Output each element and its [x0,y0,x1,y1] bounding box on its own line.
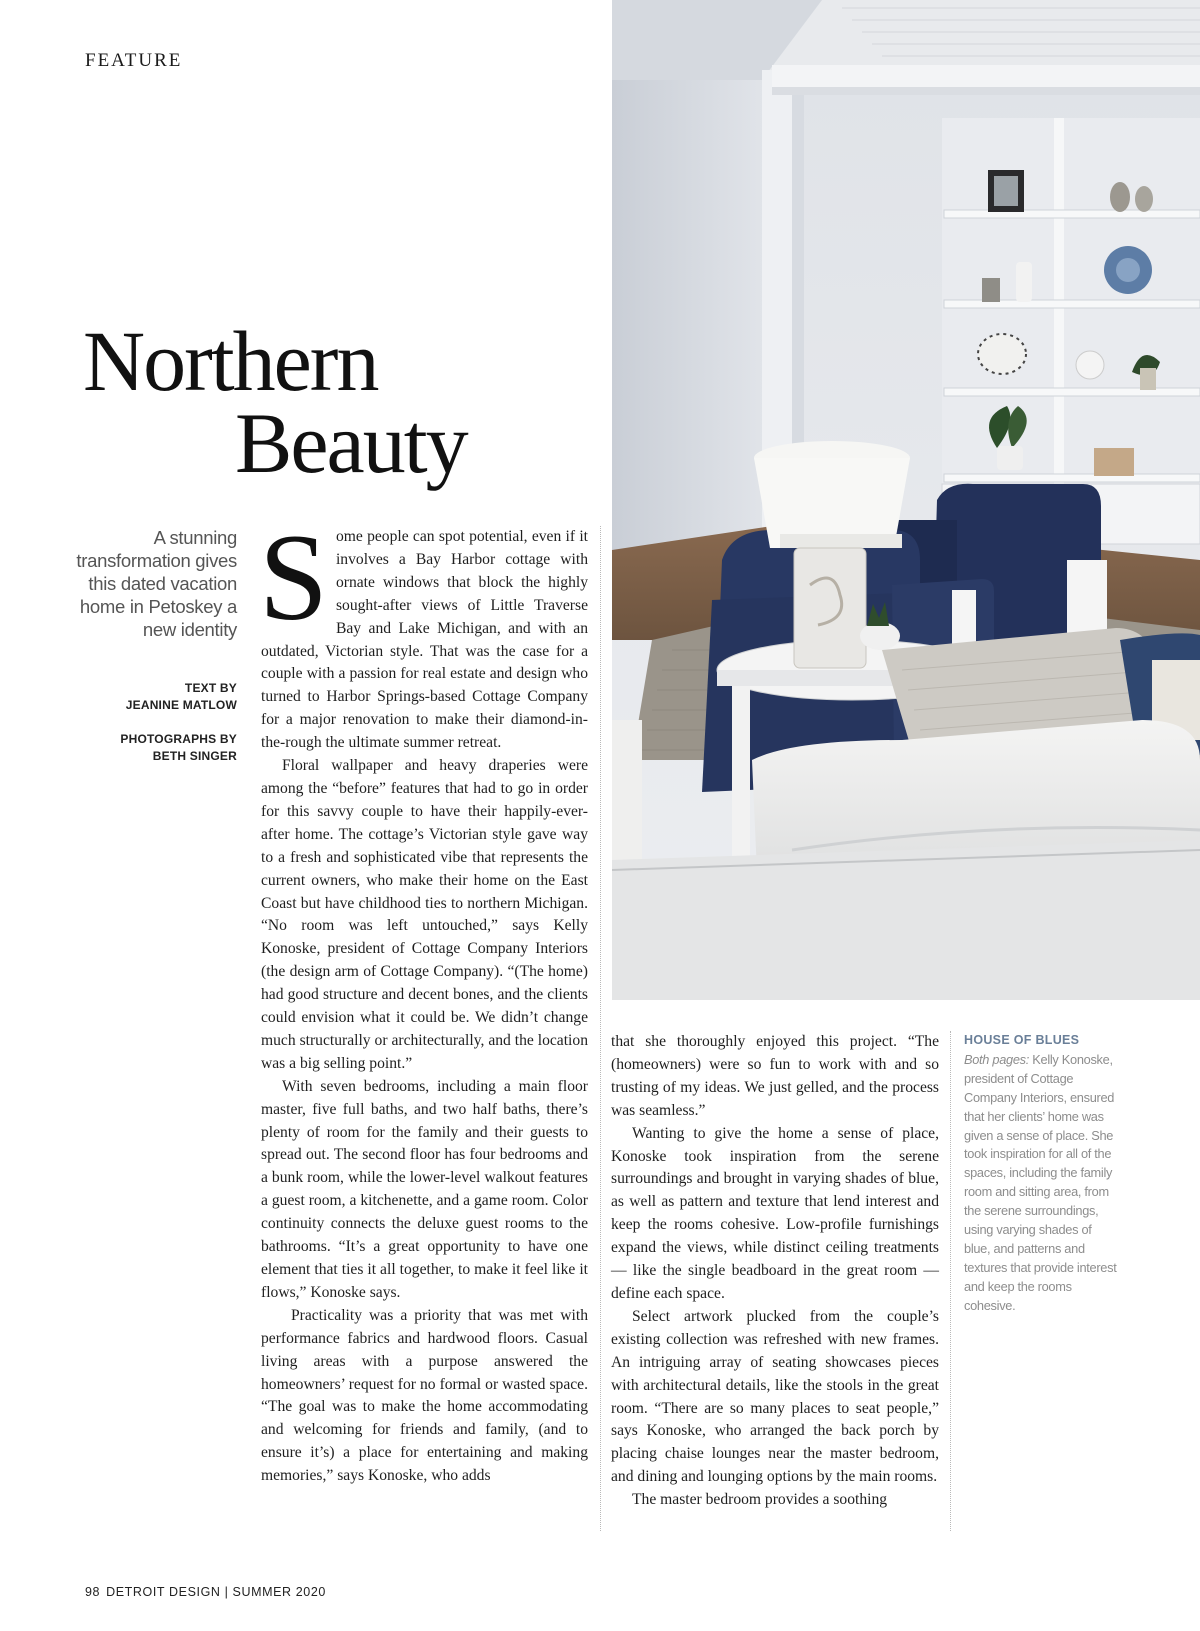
photo-credit [67,731,237,765]
photo-caption [964,1031,1120,1316]
body-paragraph: Some people can spot potential, even if it involves a Bay Harbor cottage with ornate windows that block the highly sought-after views of Little Traverse Bay and Lake Michigan, and with an outdated, Victorian style. That was the case for a couple with a passion for real estate and design who turned to Harbor Springs-based Cottage Company for a major renovation to make their diamond-in-the-rough the ultimate summer retreat. [259,509,588,752]
body-paragraph: Practicality was a priority that was met with performance fabrics and hardwood floors. Casual living areas with a purpose answered the homeowners’ request for no formal or wasted space. “The goal was to make the home accommodating and welcoming for friends and family, (and to ensure it’s) a place for entertaining and making memories,” says Konoske, who adds [261,1306,588,1485]
page-number: 98 [85,1585,101,1599]
headline-line-1: Northern [83,313,378,409]
column-divider [600,526,601,1531]
page-footer [85,1585,332,1599]
body-paragraph: Floral wallpaper and heavy draperies were among the “before” features that had to go in order for this savvy couple to have their happily-ever-after home. The cottage’s Victorian style gave way to a fresh and sophisticated vibe that represents the current owners, who make their home on the East Coast but have childhood ties to northern Michigan. “No room was left untouched,” says Kelly Konoske, president of Cottage Company Interiors (the design arm of Cottage Company). “(The home) had good structure and decent bones, and the clients could envision what it could be. We didn’t change much structurally or architecturally, and the location was a big selling point.” [261,757,588,1072]
headline-line-2: Beauty [235,395,467,491]
deck-subtitle: A stunning transformation gives this dated vacation home in Petoskey a new identity [76,527,237,640]
text-credit-label: TEXT BY [184,681,237,695]
body-column-1 [259,509,588,1488]
body-paragraph: The master bedroom provides a soothing [632,1491,888,1509]
section-label: FEATURE [85,50,183,71]
body-paragraph: Select artwork plucked from the couple’s existing collection was refreshed with new frames. An intriguing array of seating showcases pieces with architectural details, like the stools in the great room. “There are so many places to seat people,” says Konoske, who arranged the back porch by placing chaise lounges near the master bedroom, and dining and lounging options by the main rooms. [611,1307,939,1486]
text-credit [67,680,237,714]
publication-name: DETROIT DESIGN | SUMMER 2020 [106,1585,326,1599]
body-column-2 [611,1031,939,1512]
column-divider [950,1031,951,1531]
body-paragraph: Wanting to give the home a sense of place, Konoske took inspiration from the serene surroundings and brought in varying shades of blue, as well as pattern and texture that lend interest and keep the rooms cohesive. Low-profile furnishings expand the views, while distinct ceiling treatments — like the single beadboard in the great room — define each space. [611,1124,939,1302]
caption-text: Kelly Konoske, president of Cottage Company Interiors, ensured that her clients’ home was given a sense of place. She took inspiration for all of the spaces, including the family room and sitting area, from the serene surroundings, using varying shades of blue, and patterns and textures that provide interest and keep the rooms cohesive. [964,1051,1117,1313]
drop-cap: S [259,509,328,646]
body-paragraph: With seven bedrooms, including a main floor master, five full baths, and two half baths, there’s plenty of room for the family and their guests to spread out. The second floor has four bedrooms and a bunk room, while the lower-level walkout features a guest room, a kitchenette, and a game room. Color continuity connects the deluxe guest rooms to the bathrooms. “It’s a great opportunity to have one element that ties it all together, to make it feel like it flows,” Konoske says. [261,1077,588,1301]
photo-credit-label: PHOTOGRAPHS BY [120,732,237,746]
photo-credit-name: BETH SINGER [152,749,237,763]
caption-heading: HOUSE OF BLUES [964,1033,1080,1047]
living-room-photo [612,0,1200,1000]
caption-lead: Both pages: [964,1051,1030,1067]
body-paragraph: that she thoroughly enjoyed this project. “The (homeowners) were so fun to work with and so trusting of my ideas. We just gelled, and the process was seamless.” [611,1033,939,1119]
text-credit-name: JEANINE MATLOW [125,698,237,712]
photo-illustration [612,0,1200,1000]
